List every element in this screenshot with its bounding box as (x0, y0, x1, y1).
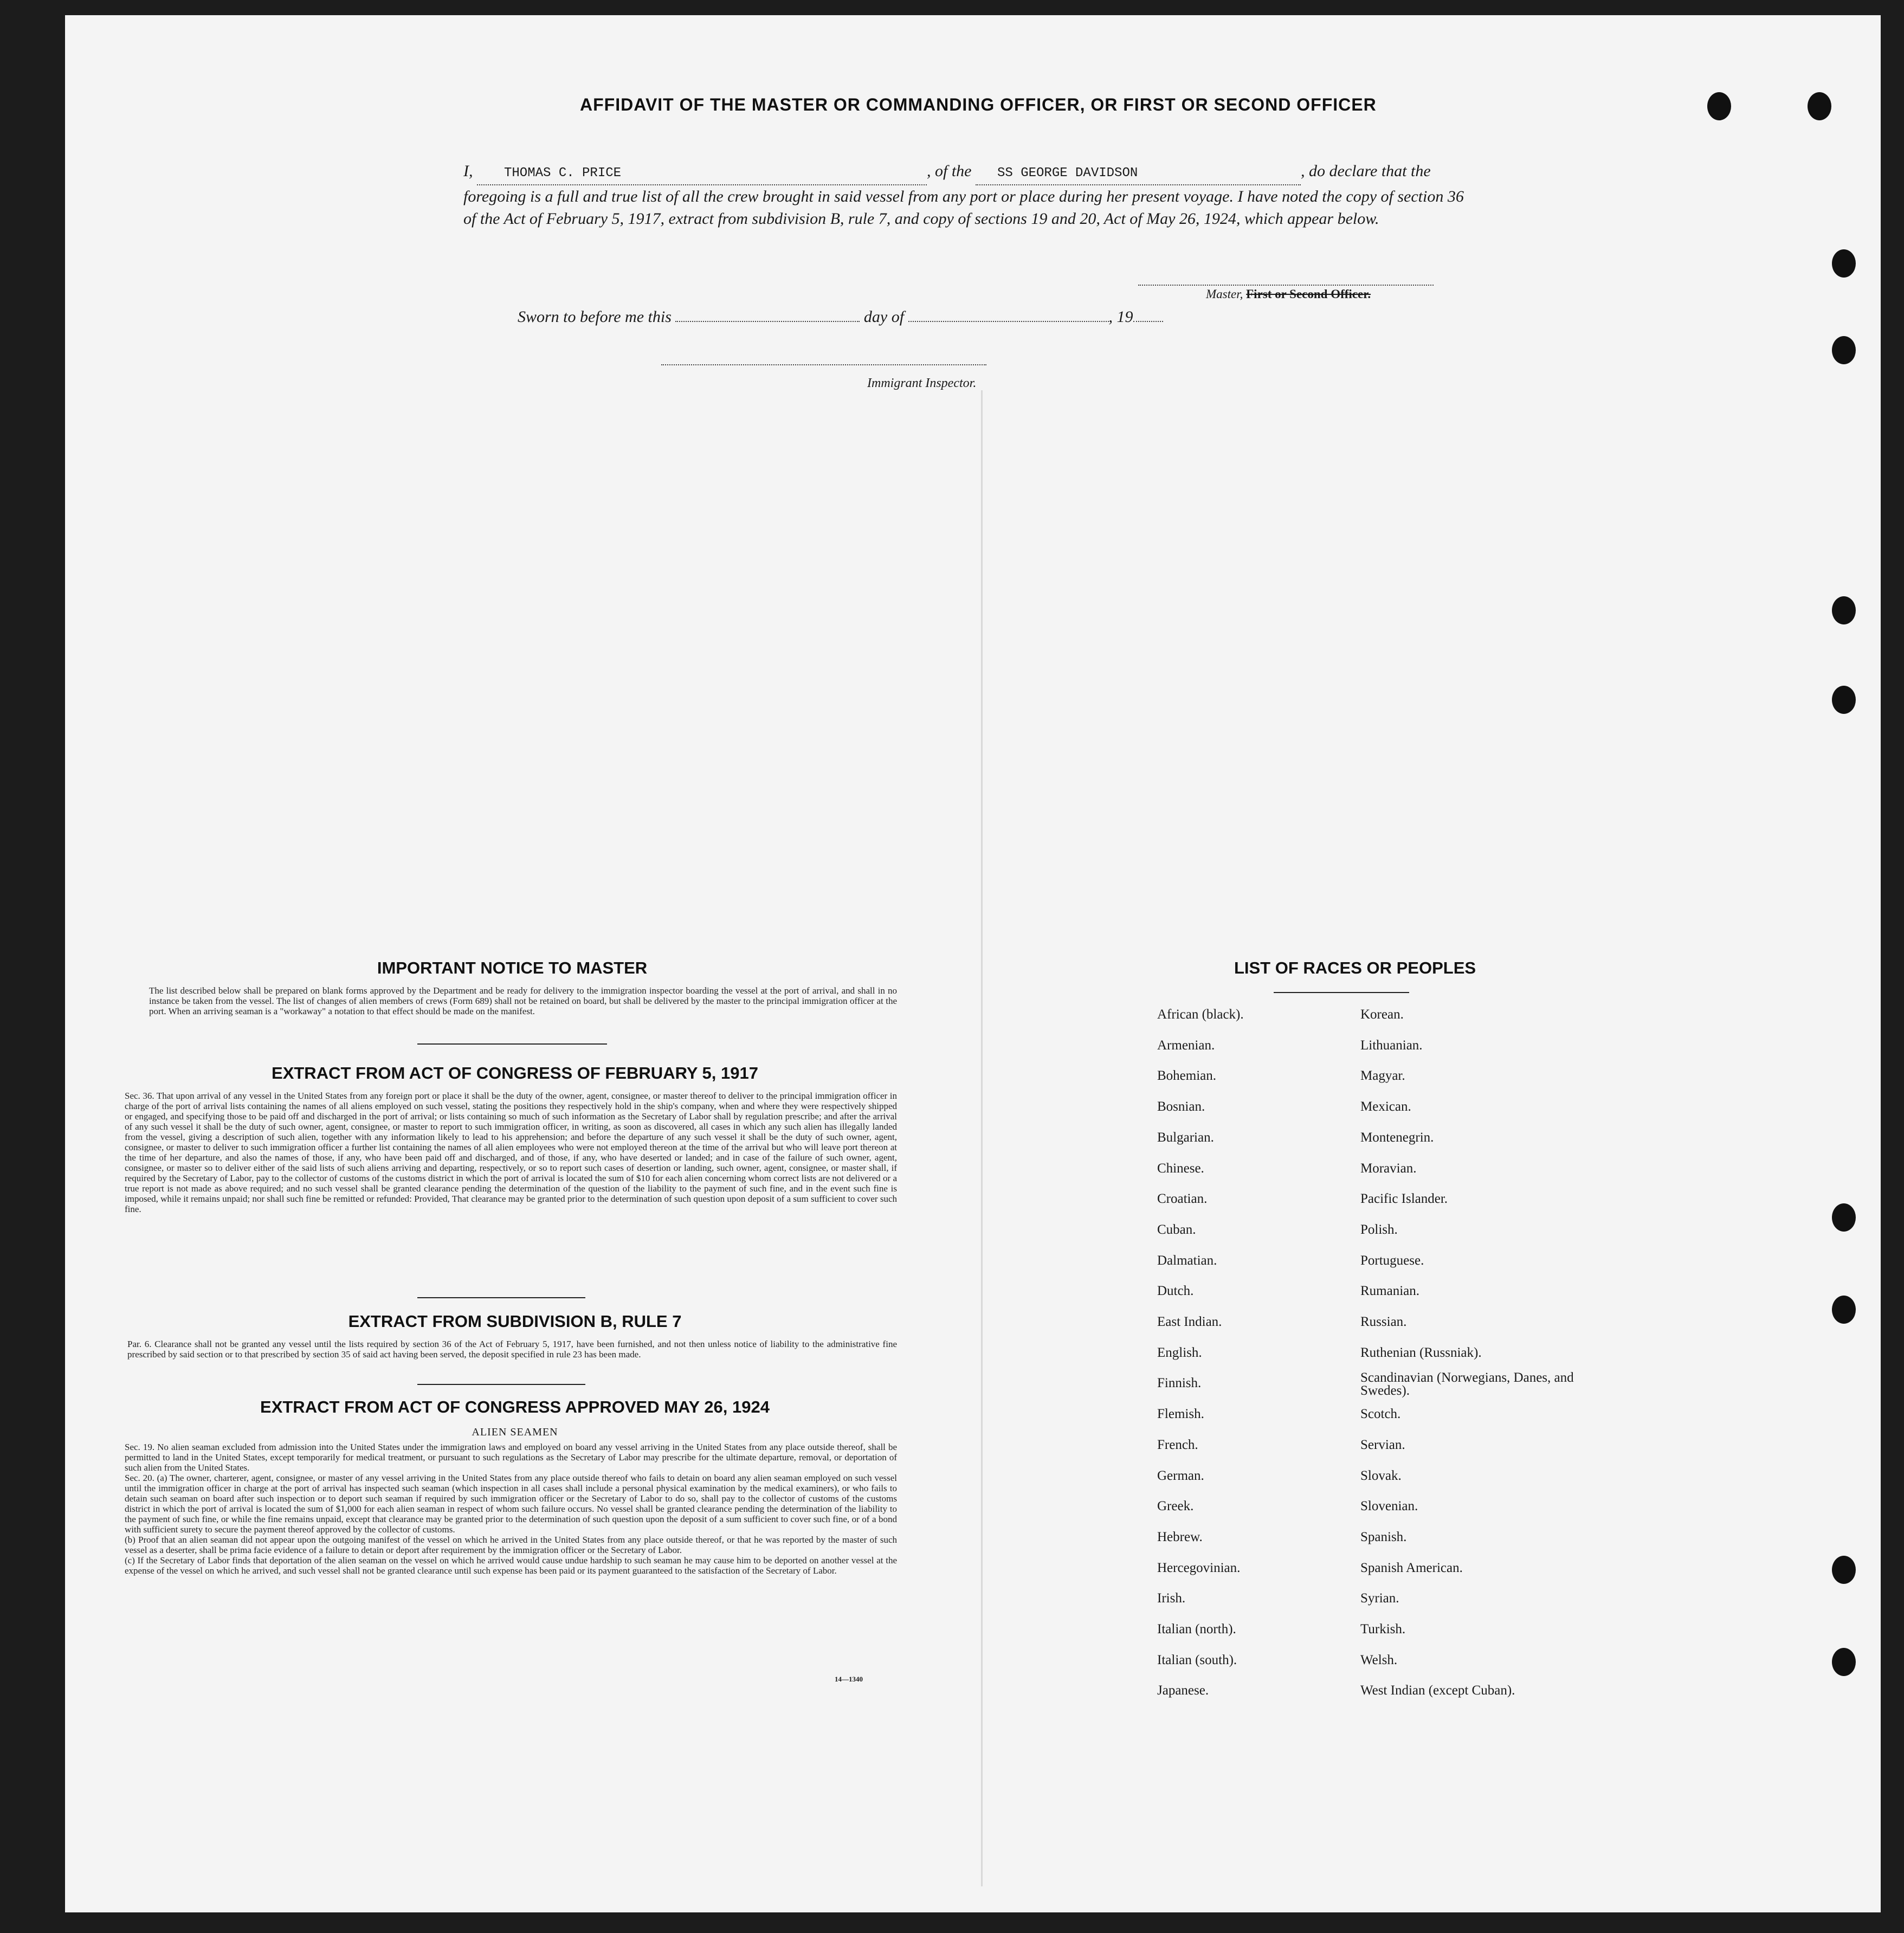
declaration-prefix: I, (463, 162, 473, 180)
punch-hole (1832, 336, 1856, 364)
alien-seamen-subtitle: ALIEN SEAMEN (472, 1426, 558, 1438)
declaration-block (463, 160, 1469, 230)
year-prefix: , 19 (1108, 308, 1133, 326)
race-item: East Indian. (1157, 1315, 1222, 1329)
race-item: Rumanian. (1360, 1284, 1420, 1299)
race-item: Scandinavian (Norwegians, Danes, and Swedes). (1360, 1370, 1574, 1399)
divider-rule (417, 1297, 585, 1298)
race-item: Spanish. (1360, 1529, 1407, 1544)
extract-1924-title: EXTRACT FROM ACT OF CONGRESS APPROVED MAY 26, 1924 (260, 1397, 770, 1416)
race-item: Turkish. (1360, 1622, 1406, 1636)
race-item: African (black). (1157, 1007, 1244, 1022)
race-item: German. (1157, 1468, 1204, 1483)
vessel-name-field[interactable]: SS GEORGE DAVIDSON (976, 162, 1301, 185)
race-item: Chinese. (1157, 1161, 1204, 1176)
punch-hole (1832, 596, 1856, 624)
inspector-signature-line[interactable] (661, 364, 986, 365)
extract-rule7-body: Par. 6. Clearance shall not be granted any vessel until the lists required by section 36 of the Act of February 5, 1917, have been furnished, and not then unless notice of liability to the administrative fine prescribed by said section or to that prescribed by section 35 of said act having been served, the deposit specified in rule 23 has been made. (127, 1339, 897, 1359)
race-item: Greek. (1157, 1499, 1194, 1514)
race-item: Slovak. (1360, 1468, 1402, 1483)
punch-hole (1808, 92, 1831, 120)
race-item: Dutch. (1157, 1284, 1194, 1299)
race-item: Pacific Islander. (1360, 1191, 1448, 1207)
race-item: Bohemian. (1157, 1068, 1217, 1084)
race-item: Ruthenian (Russniak). (1360, 1345, 1482, 1360)
race-item: Portuguese. (1360, 1253, 1424, 1268)
race-item: Korean. (1360, 1007, 1404, 1022)
extract-1924-body (125, 1442, 897, 1576)
race-item: West Indian (except Cuban). (1360, 1683, 1515, 1698)
section-19-text: Sec. 19. No alien seaman excluded from admission into the United States under the immigration laws and employed on board any vessel arriving in the United States from any place outside thereof, shall be permitted to land in the United States, except temporarily for medical treatment, or pursuant to such regulations as the Secretary of Labor may prescribe for the ultimate departure, removal, or deportation of such alien from the United States. (125, 1442, 897, 1473)
punch-hole (1832, 249, 1856, 278)
race-item: Polish. (1360, 1222, 1398, 1237)
extract-1917-title: EXTRACT FROM ACT OF CONGRESS OF FEBRUARY 5, 1917 (272, 1064, 758, 1083)
race-item: Croatian. (1157, 1191, 1208, 1207)
race-item: Dalmatian. (1157, 1253, 1217, 1268)
race-item: Servian. (1360, 1437, 1405, 1452)
struck-officer-label: First or Second Officer. (1246, 287, 1371, 301)
master-signature-line[interactable] (1138, 285, 1434, 286)
punch-hole (1832, 1556, 1856, 1584)
race-item: Armenian. (1157, 1038, 1215, 1053)
day-of-text: day of (863, 308, 905, 326)
race-item: Italian (north). (1157, 1622, 1236, 1636)
punch-hole (1832, 1203, 1856, 1232)
punch-hole (1707, 92, 1731, 120)
race-item: Italian (south). (1157, 1652, 1237, 1667)
punch-hole (1832, 686, 1856, 714)
race-item: Moravian. (1360, 1161, 1417, 1176)
extract-1917-body: Sec. 36. That upon arrival of any vessel in the United States from any foreign port or place it shall be the duty of the owner, agent, consignee, or master thereof to deliver to the principal immigration officer in charge of the port of arrival lists containing the names of all aliens employed on such vessel, stating the positions they respectively hold in the ship's company, when and where they were respectively shipped or engaged, and specifying those to be paid off and discharged in the port of arrival; or lists containing so much of such information as the Secretary of Labor shall by regulation prescribe; and after the arrival of any such vessel it shall be the duty of such owner, agent, consignee, or master to report to such immigration officer, in writing, as soon as discovered, all cases in which any such alien has illegally landed from the vessel, giving a description of such alien, together with any information likely to lead to his apprehension; and before the departure of any such vessel it shall be the duty of such owner, agent, consignee, or master to deliver to such immigration officer a further list containing the names of all alien employees who were not employed thereon at the time of the arrival but who will leave port thereon at the time of her departure, and also the names of those, if any, who have been paid off and discharged, and of those, if any, who have deserted or landed; and in case of the failure of such owner, agent, consignee, or master so to deliver either of the said lists of such aliens arriving and departing, respectively, or so to report such cases of desertion or landing, such owner, agent, consignee, or master shall, if required by the Secretary of Labor, pay to the collector of customs of the customs district in which the port of arrival is located the sum of $10 for each alien concerning whom correct lists are not delivered or a true report is not made as above required; and no such vessel shall be granted clearance pending the determination of the question of the liability to the payment of such fine, and in the event such fine is imposed, while it remains unpaid; nor shall such fine be remitted or refunded: Provided, That clearance may be granted prior to the determination of such question upon deposit of a sum sufficient to cover such fine. (125, 1091, 897, 1214)
race-item: Finnish. (1157, 1376, 1202, 1391)
sworn-text: Sworn to before me this (518, 308, 672, 326)
divider-rule (417, 1384, 585, 1385)
races-title: LIST OF RACES OR PEOPLES (1234, 958, 1476, 977)
sworn-line (518, 308, 1163, 326)
race-item: Russian. (1360, 1315, 1407, 1329)
notice-body: The list described below shall be prepared on blank forms approved by the Department and be ready for delivery to the immigration inspector boarding the vessel at the port of arrival, and shall in no instance be taken from the vessel. The list of changes of alien members of crews (Form 689) shall not be retained on board, but shall be delivered by the master to the principal immigration officer at the port. When an arriving seaman is a "workaway" a notation to that effect should be made on the manifest. (149, 985, 897, 1016)
race-item: Syrian. (1360, 1591, 1399, 1606)
master-label: Master, First or Second Officer. (1206, 287, 1371, 301)
divider-rule (417, 1043, 607, 1045)
declaration-of-the: , of the (927, 162, 972, 180)
race-item: Spanish American. (1360, 1560, 1463, 1575)
section-20a-text: Sec. 20. (a) The owner, charterer, agent, consignee, or master of any vessel arriving in the United States from any place outside thereof who fails to detain on board any alien seaman employed on such vessel until the immigration officer in charge at the port of arrival has inspected such seaman (which inspection in all cases shall include a personal physical examination by the medical examiners), or who fails to detain such seaman on board after such inspection or to deport such seaman if required by such immigration officer or the Secretary of Labor to do so, shall pay to the collector of customs of the customs district in which the port of arrival is located the sum of $1,000 for each alien seaman in respect of whom such failure occurs. No vessel shall be granted clearance pending the determination of the liability to the payment of such fine, or while the fine remains unpaid, except that clearance may be granted prior to the determination of such question upon the deposit of a sum sufficient to cover such fine, or of a bond with sufficient surety to secure the payment thereof approved by the collector of customs. (125, 1473, 897, 1535)
fold-crease (981, 390, 983, 1886)
race-item: Mexican. (1360, 1099, 1411, 1114)
race-item: French. (1157, 1437, 1198, 1452)
section-20c-text: (c) If the Secretary of Labor finds that deportation of the alien seaman on the vessel on which he arrived would cause undue hardship to such seaman he may cause him to be deported on another vessel at the expense of the vessel on which he arrived, and such vessel shall not be granted clearance until such expense has been paid or its payment guaranteed to the satisfaction of the Secretary of Labor. (125, 1555, 897, 1576)
declaration-body: that the foregoing is a full and true list of all the crew brought in said vessel from any port or place during her present voyage. I have noted the copy of section 36 of the Act of February 5, 1917, extract from subdivision B, rule 7, and copy of sections 19 and 20, Act of May 26, 1924, which appear below. (463, 162, 1464, 228)
race-item: Montenegrin. (1360, 1130, 1434, 1145)
punch-hole (1832, 1296, 1856, 1324)
notice-title: IMPORTANT NOTICE TO MASTER (377, 958, 648, 977)
race-item: Scotch. (1360, 1407, 1401, 1422)
declaration-do-declare: , do declare (1301, 162, 1378, 180)
divider-rule (1274, 992, 1409, 993)
master-name-field[interactable]: THOMAS C. PRICE (477, 162, 927, 185)
race-item: Bosnian. (1157, 1099, 1205, 1114)
section-20b-text: (b) Proof that an alien seaman did not appear upon the outgoing manifest of the vessel on which he arrived in the United States from any place outside thereof, or that he was reported by the master of such vessel as a deserter, shall be prima facie evidence of a failure to detain or deport after requirement by the immigration officer or the Secretary of Labor. (125, 1535, 897, 1555)
race-item: Slovenian. (1360, 1499, 1418, 1514)
race-item: Welsh. (1360, 1652, 1398, 1667)
extract-rule7-title: EXTRACT FROM SUBDIVISION B, RULE 7 (348, 1312, 682, 1331)
race-item: Bulgarian. (1157, 1130, 1214, 1145)
race-item: Cuban. (1157, 1222, 1196, 1237)
race-item: Magyar. (1360, 1068, 1405, 1084)
affidavit-title: AFFIDAVIT OF THE MASTER OR COMMANDING OFFICER, OR FIRST OR SECOND OFFICER (580, 95, 1377, 114)
race-item: Lithuanian. (1360, 1038, 1423, 1053)
sworn-year-field[interactable] (1133, 308, 1163, 322)
inspector-label: Immigrant Inspector. (867, 376, 977, 390)
sworn-date-field[interactable] (675, 308, 860, 322)
sworn-month-field[interactable] (908, 308, 1109, 322)
race-item: English. (1157, 1345, 1202, 1360)
race-item: Hebrew. (1157, 1529, 1203, 1544)
form-number: 14—1340 (835, 1675, 863, 1683)
race-item: Flemish. (1157, 1407, 1204, 1422)
punch-hole (1832, 1648, 1856, 1676)
race-item: Japanese. (1157, 1683, 1209, 1698)
race-item: Irish. (1157, 1591, 1186, 1606)
race-item: Hercegovinian. (1157, 1560, 1241, 1575)
